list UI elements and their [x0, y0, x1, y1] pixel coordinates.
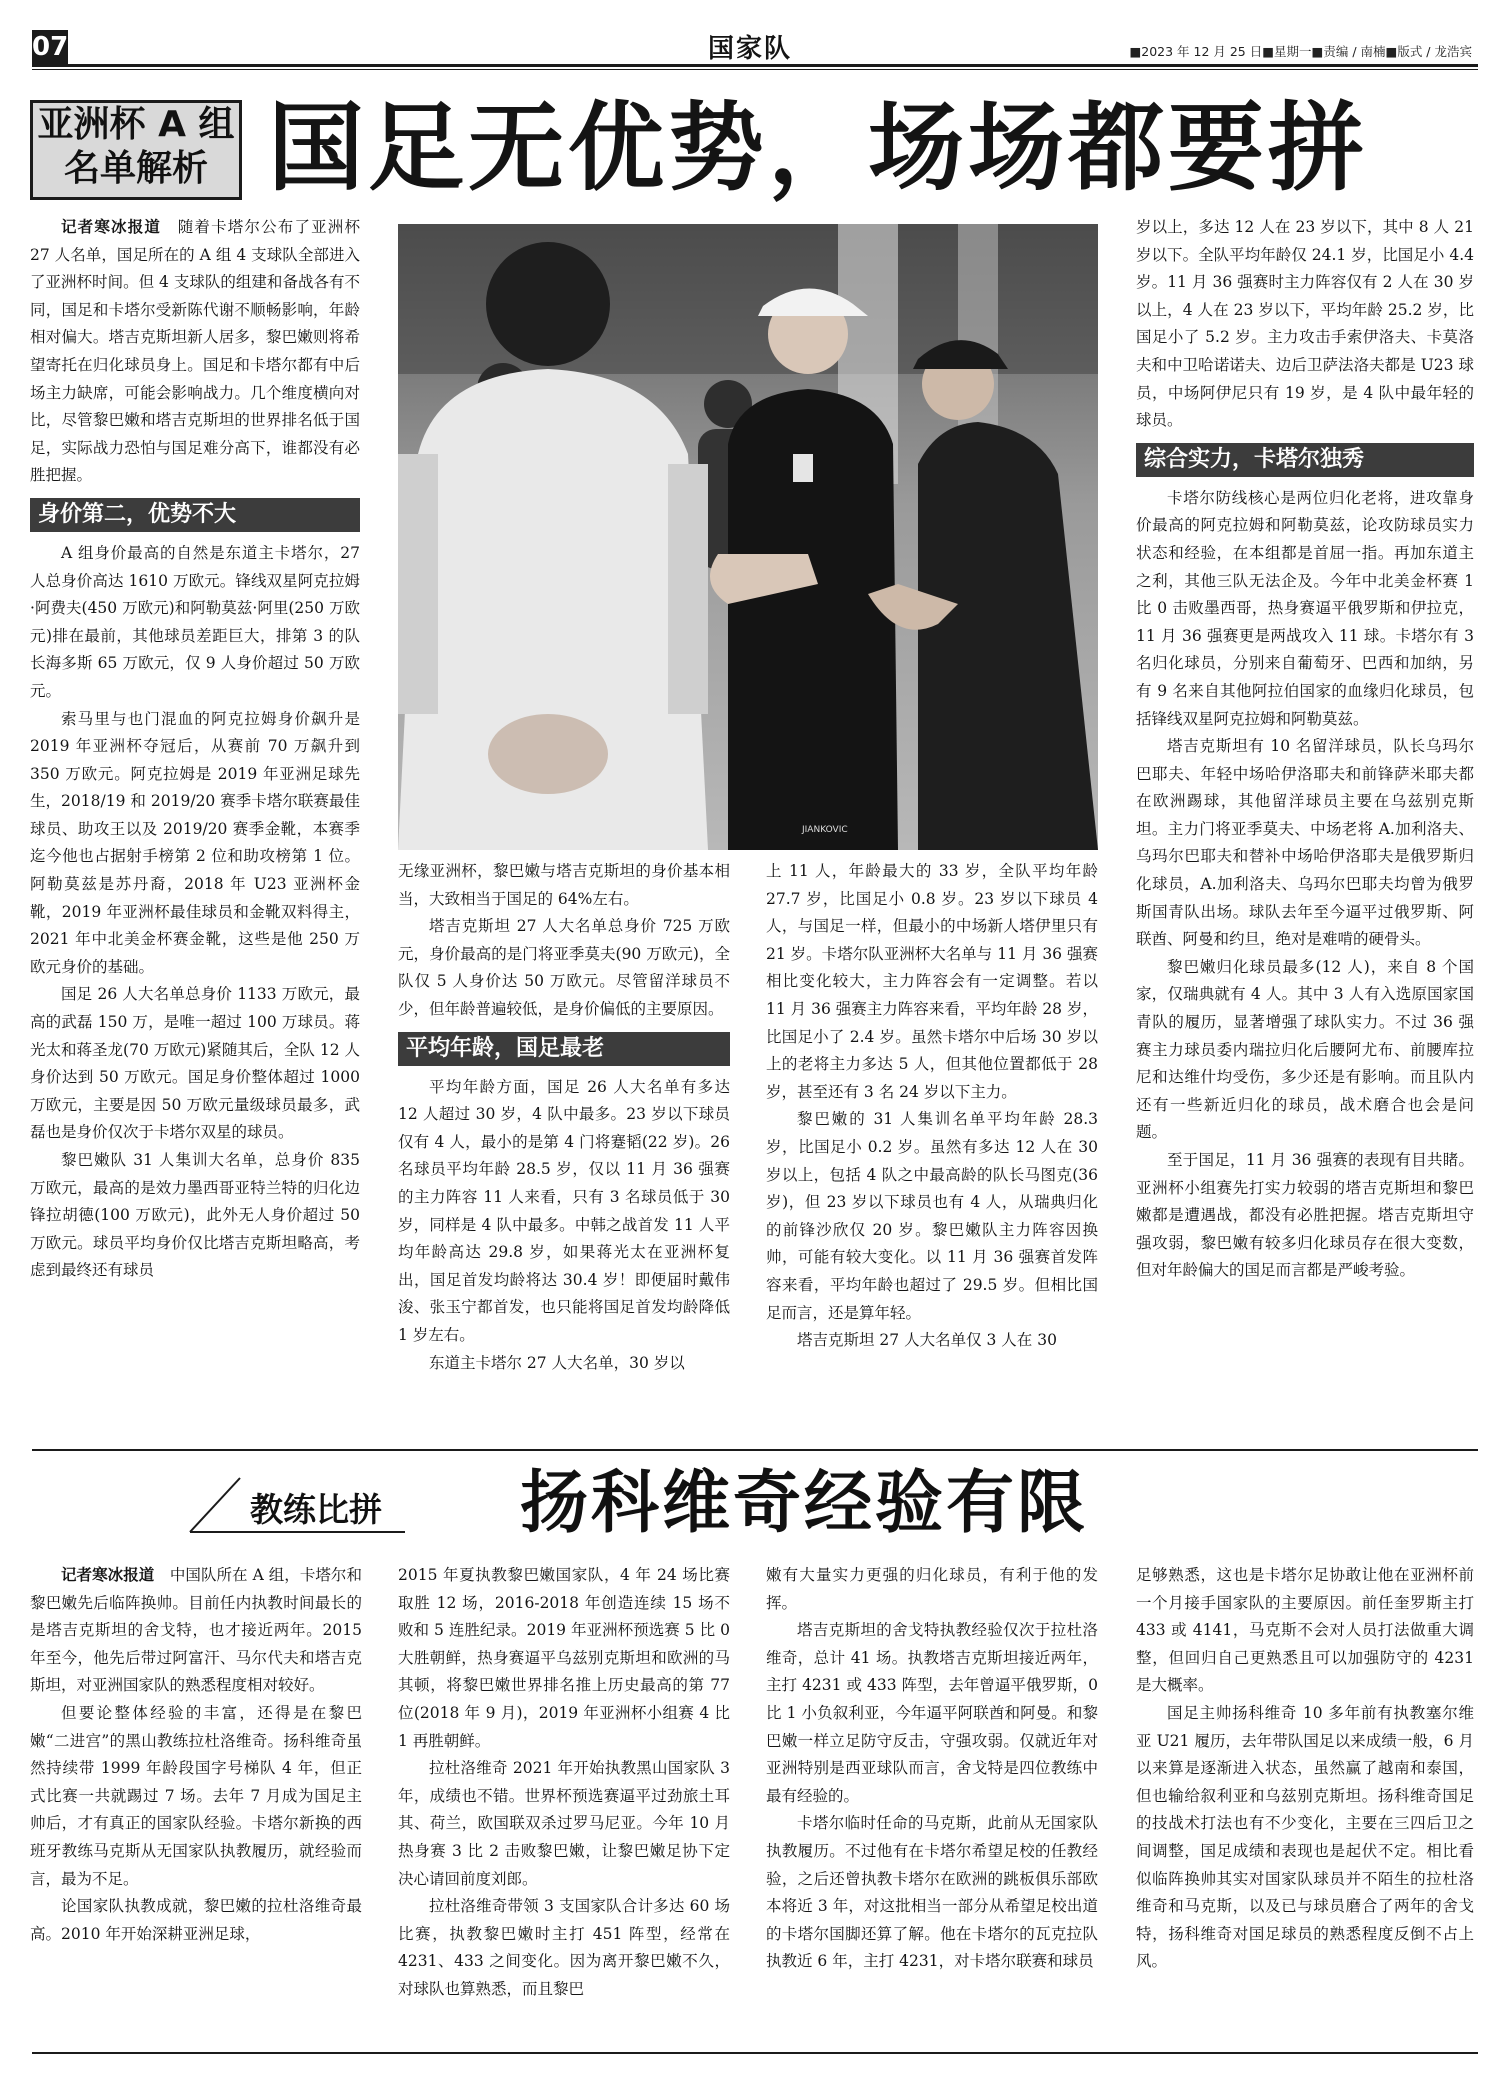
article-tag-line2: 名单解析 [63, 148, 208, 189]
headline-2: 扬科维奇经验有限 [520, 1464, 1089, 1543]
bottom-rule [32, 2052, 1478, 2054]
subhead: 平均年龄，国足最老 [398, 1032, 730, 1066]
shirt-text: JIANKOVIC [802, 825, 848, 835]
byline-2: 记者寒冰报道 [61, 1566, 155, 1584]
paragraph: 上 11 人，年龄最大的 33 岁，全队平均年龄 27.7 岁，比国足小 0.8 岁。23 岁以下球员 4 人，与国足一样，但最小的中场新人塔伊里只有 21 岁。卡塔尔队亚洲杯大名单与 11 月 36 强赛相比变化较大，主力阵容会有一定调整。若以 11 月 36 强赛主力阵容来看，平均年龄 28 岁，比国足小了 2.4 岁。虽然卡塔尔中后场 30 岁以上的老将主力多达 5 人，但其他位置都低于 28 岁，甚至还有 3 名 24 岁以下主力。 [766, 862, 1098, 1101]
article-tag-line1: 亚洲杯 A 组 [37, 104, 235, 145]
paragraph: A 组身价最高的自然是东道主卡塔尔，27 人总身价高达 1610 万欧元。锋线双星阿克拉姆·阿费夫(450 万欧元)和阿勒莫兹·阿里(250 万欧元)排在最前，其他球员差距巨大，排第 3 的队长海多斯 65 万欧元，仅 9 人身价超过 50 万欧元。 [30, 543, 360, 700]
paragraph: 索马里与也门混血的阿克拉姆身价飙升是 2019 年亚洲杯夺冠后，从赛前 70 万飙升到 350 万欧元。阿克拉姆是 2019 年亚洲足球先生，2018/19 和 2019/20 赛季卡塔尔联赛最佳球员、助攻王以及 2019/20 赛季金靴，本赛季迄今他也占据射手榜第 2 位和助攻榜第 1 位。阿勒莫兹是苏丹裔，2018 年 U23 亚洲杯金靴，2019 年亚洲杯最佳球员和金靴双料得主，2021 年中北美金杯赛金靴，这些是他 250 万欧元身价的基础。 [30, 709, 360, 976]
subhead: 综合实力，卡塔尔独秀 [1136, 443, 1474, 477]
paragraph: 拉杜洛维奇 2021 年开始执教黑山国家队 3 年，成绩也不错。世界杯预选赛逼平过劲旅土耳其、荷兰，欧国联双杀过罗马尼亚。今年 10 月热身赛 3 比 2 击败黎巴嫩，让黎巴嫩足协下定决心请回前度刘郎。 [398, 1759, 730, 1888]
byline: 记者寒冰报道 [61, 218, 162, 236]
article1-column-1 [30, 214, 360, 1285]
subhead: 身价第二，优势不大 [30, 498, 360, 532]
paragraph: 平均年龄方面，国足 26 人大名单有多达 12 人超过 30 岁，4 队中最多。23 岁以下球员仅有 4 人，最小的是第 4 门将蹇韬(22 岁)。26 名球员平均年龄 28.5 岁，仅以 11 月 36 强赛的主力阵容 11 人来看，只有 3 名球员低于 30 岁，同样是 4 队中最多。中韩之战首发 11 人平均年龄高达 29.8 岁，如果蒋光太在亚洲杯复出，国足首发均龄将达 30.4 岁！即便届时戴伟浚、张玉宁都首发，也只能将国足首发均龄降低 1 岁左右。 [398, 1077, 730, 1344]
paragraph: 塔吉克斯坦有 10 名留洋球员，队长乌玛尔巴耶夫、年轻中场哈伊洛耶夫和前锋萨米耶夫都在欧洲踢球，其他留洋球员主要在乌兹别克斯坦。主力门将亚季莫夫、中场老将 A.加利洛夫、乌玛尔巴耶夫和替补中场哈伊洛耶夫是俄罗斯归化球员，A.加利洛夫、乌玛尔巴耶夫均曾为俄罗斯国青队出场。球队去年至今逼平过俄罗斯、阿联酋、阿曼和约旦，绝对是难啃的硬骨头。 [1136, 737, 1474, 949]
paragraph: 至于国足，11 月 36 强赛的表现有目共睹。亚洲杯小组赛先打实力较弱的塔吉克斯坦和黎巴嫩都是遭遇战，都没有必胜把握。塔吉克斯坦守强攻弱，黎巴嫩有较多归化球员存在很大变数，但对年龄偏大的国足而言都是严峻考验。 [1136, 1151, 1474, 1280]
article1-column-3 [766, 858, 1098, 1355]
issue-meta: ■2023 年 12 月 25 日■星期一■责编 / 南楠■版式 / 龙浩宾 [1129, 44, 1472, 59]
paragraph: 卡塔尔临时任命的马克斯，此前从无国家队执教履历。不过他有在卡塔尔希望足校的任教经验，之后还曾执教卡塔尔在欧洲的跳板俱乐部欧本将近 3 年，对这批相当一部分从希望足校出道的卡塔尔国脚还算了解。他在卡塔尔的瓦克拉队执教近 6 年，主打 4231，对卡塔尔联赛和球员 [766, 1814, 1098, 1971]
training-photo-image [398, 224, 1098, 850]
article2-column-3 [766, 1562, 1098, 1976]
paragraph: 塔吉克斯坦 27 人大名单仅 3 人在 30 [797, 1331, 1057, 1350]
paragraph: 塔吉克斯坦的舍戈特执教经验仅次于拉杜洛维奇，总计 41 场。执教塔吉克斯坦接近两年，主打 4231 或 433 阵型，去年曾逼平俄罗斯，0 比 1 小负叙利亚，今年逼平阿联酋和阿曼。和黎巴嫩一样立足防守反击，守强攻弱。仅就近年对亚洲特别是西亚球队而言，舍戈特是四位教练中最有经验的。 [766, 1621, 1098, 1805]
article1-column-4 [1136, 214, 1474, 1285]
paragraph: 东道主卡塔尔 27 人大名单，30 岁以 [429, 1353, 685, 1372]
paragraph: 记者寒冰报道 随着卡塔尔公布了亚洲杯 27 人名单，国足所在的 A 组 4 支球队全部进入了亚洲杯时间。但 4 支球队的组建和备战各有不同，国足和卡塔尔受新陈代谢不顺畅影响，年龄相对偏大。塔吉克斯坦新人居多，黎巴嫩则将希望寄托在归化球员身上。国足和卡塔尔都有中后场主力缺席，可能会影响战力。几个维度横向对比，尽管黎巴嫩和塔吉克斯坦的世界排名低于国足，实际战力恐怕与国足难分高下，谁都没有必胜把握。 [30, 218, 360, 485]
paragraph: 塔吉克斯坦 27 人大名单总身价 725 万欧元，身价最高的是门将亚季莫夫(90 万欧元)，全队仅 5 人身价达 50 万欧元。尽管留洋球员不少，但年龄普遍较低，是身价偏低的主要原因。 [398, 917, 730, 1018]
paragraph: 2015 年夏执教黎巴嫩国家队，4 年 24 场比赛取胜 12 场，2016-2018 年创造连续 15 场不败和 5 连胜纪录。2019 年亚洲杯预选赛 5 比 0 大胜朝鲜，热身赛逼平乌兹别克斯坦和欧洲的马其顿，将黎巴嫩世界排名推上历史最高的第 77 位(2018 年 9 月)，2019 年亚洲杯小组赛 4 比 1 再胜朝鲜。 [398, 1566, 730, 1750]
training-photo [398, 224, 1098, 850]
paragraph: 卡塔尔防线核心是两位归化老将，进攻靠身价最高的阿克拉姆和阿勒莫兹，论攻防球员实力状态和经验，在本组都是首屈一指。再加东道主之利，其他三队无法企及。今年中北美金杯赛 1 比 0 击败墨西哥，热身赛逼平俄罗斯和伊拉克，11 月 36 强赛更是两战攻入 11 球。卡塔尔有 3 名归化球员，分别来自葡萄牙、巴西和加纳，另有 9 名来自其他阿拉伯国家的血缘归化球员，包括锋线双星阿克拉姆和阿勒莫兹。 [1136, 488, 1474, 728]
paragraph: 黎巴嫩归化球员最多(12 人)，来自 8 个国家，仅瑞典就有 4 人。其中 3 人有入选原国家国青队的履历，显著增强了球队实力。不过 36 强赛主力球员委内瑞拉归化后腰阿尤布、前腰库拉尼和达维什均受伤，多少还是有影响。而且队内还有一些新近归化的球员，战术磨合也会是问题。 [1136, 957, 1474, 1142]
coach-tag: 教练比拼 [250, 1490, 382, 1529]
paragraph: 国足主帅扬科维奇 10 多年前有执教塞尔维亚 U21 履历，去年带队国足以来成绩一般，6 月以来算是逐渐进入状态，虽然赢了越南和泰国，但也输给叙利亚和乌兹别克斯坦。扬科维奇国足的技战术打法也有不少变化，主要在三四后卫之间调整，国足成绩和表现也是起伏不定。相比看似临阵换帅其实对国家队球员并不陌生的拉杜洛维奇和马克斯，以及已与球员磨合了两年的舍戈特，扬科维奇对国足球员的熟悉程度反倒不占上风。 [1136, 1703, 1474, 1971]
headline: 国足无优势，场场都要拼 [268, 92, 1368, 204]
paragraph: 足够熟悉，这也是卡塔尔足协敢让他在亚洲杯前一个月接手国家队的主要原因。前任奎罗斯主打 433 或 4141，马克斯不会对人员打法做重大调整，但回归自己更熟悉且可以加强防守的 4231 是大概率。 [1136, 1566, 1474, 1695]
paragraph: 无缘亚洲杯，黎巴嫩与塔吉克斯坦的身价基本相当，大致相当于国足的 64%左右。 [398, 862, 730, 908]
paragraph: 嫩有大量实力更强的归化球员，有利于他的发挥。 [766, 1566, 1098, 1612]
article2-column-2 [398, 1562, 730, 2004]
top-rule-thin [32, 69, 1478, 70]
article1-column-2 [398, 858, 730, 1377]
article-tag [30, 100, 242, 200]
paragraph: 拉杜洛维奇带领 3 支国家队合计多达 60 场比赛，执教黎巴嫩时主打 451 阵型，经常在 4231、433 之间变化。因为离开黎巴嫩不久，对球队也算熟悉，而且黎巴 [398, 1897, 730, 1998]
paragraph: 但要论整体经验的丰富，还得是在黎巴嫩“二进宫”的黑山教练拉杜洛维奇。扬科维奇虽然持续带 1999 年龄段国字号梯队 4 年，但正式比赛一共就踢过 7 场。去年 7 月成为国足主帅后，才有真正的国家队经验。卡塔尔新换的西班牙教练马克斯从无国家队执教履历，就经验而言，最为不足。 [30, 1703, 362, 1888]
paragraph: 黎巴嫩队 31 人集训大名单，总身价 835 万欧元，最高的是效力墨西哥亚特兰特的归化边锋拉胡德(100 万欧元)，此外无人身价超过 50 万欧元。球员平均身价仅比塔吉克斯坦略高，考虑到最终还有球员 [30, 1151, 360, 1280]
section-name: 国家队 [707, 34, 792, 64]
paragraph: 黎巴嫩的 31 人集训名单平均年龄 28.3 岁，比国足小 0.2 岁。虽然有多达 12 人在 30 岁以上，包括 4 队之中最高龄的队长马图克(36 岁)，但 23 岁以下球员也有 4 人，从瑞典归化的前锋沙欣仅 20 岁。黎巴嫩队主力阵容因换帅，可能有较大变化。以 11 月 36 强赛首发阵容来看，平均年龄也超过了 29.5 岁。但相比国足而言，还是算年轻。 [766, 1110, 1098, 1322]
paragraph: 记者寒冰报道 中国队所在 A 组，卡塔尔和黎巴嫩先后临阵换帅。目前任内执教时间最长的是塔吉克斯坦的舍戈特，也才接近两年。2015 年至今，他先后带过阿富汗、马尔代夫和塔吉克斯坦，对亚洲国家队的熟悉程度相对较好。 [30, 1566, 362, 1695]
paragraph: 岁以上，多达 12 人在 23 岁以下，其中 8 人 21 岁以下。全队平均年龄仅 24.1 岁，比国足小 4.4 岁。11 月 36 强赛时主力阵容仅有 2 人在 30 岁以上，4 人在 23 岁以下，平均年龄 25.2 岁，比国足小了 5.2 岁。主力攻击手索伊洛夫、卡莫洛夫和中卫哈诺诺夫、边后卫萨法洛夫都是 U23 球员，中场阿伊尼只有 19 岁，是 4 队中最年轻的球员。 [1136, 218, 1474, 430]
section-divider [32, 1449, 1478, 1451]
paragraph: 论国家队执教成就，黎巴嫩的拉杜洛维奇最高。2010 年开始深耕亚洲足球， [30, 1897, 362, 1943]
article2-column-4 [1136, 1562, 1474, 1976]
top-rule [32, 64, 1478, 67]
paragraph: 国足 26 人大名单总身价 1133 万欧元，最高的武磊 150 万，是唯一超过 100 万球员。蒋光太和蒋圣龙(70 万欧元)紧随其后，全队 12 人身价达到 50 万欧元。国足身价整体超过 1000 万欧元，主要是因 50 万欧元量级球员最多，武磊也是身价仅次于卡塔尔双星的球员。 [30, 985, 360, 1142]
article2-column-1 [30, 1562, 362, 1948]
page-number: 07 [32, 32, 69, 62]
